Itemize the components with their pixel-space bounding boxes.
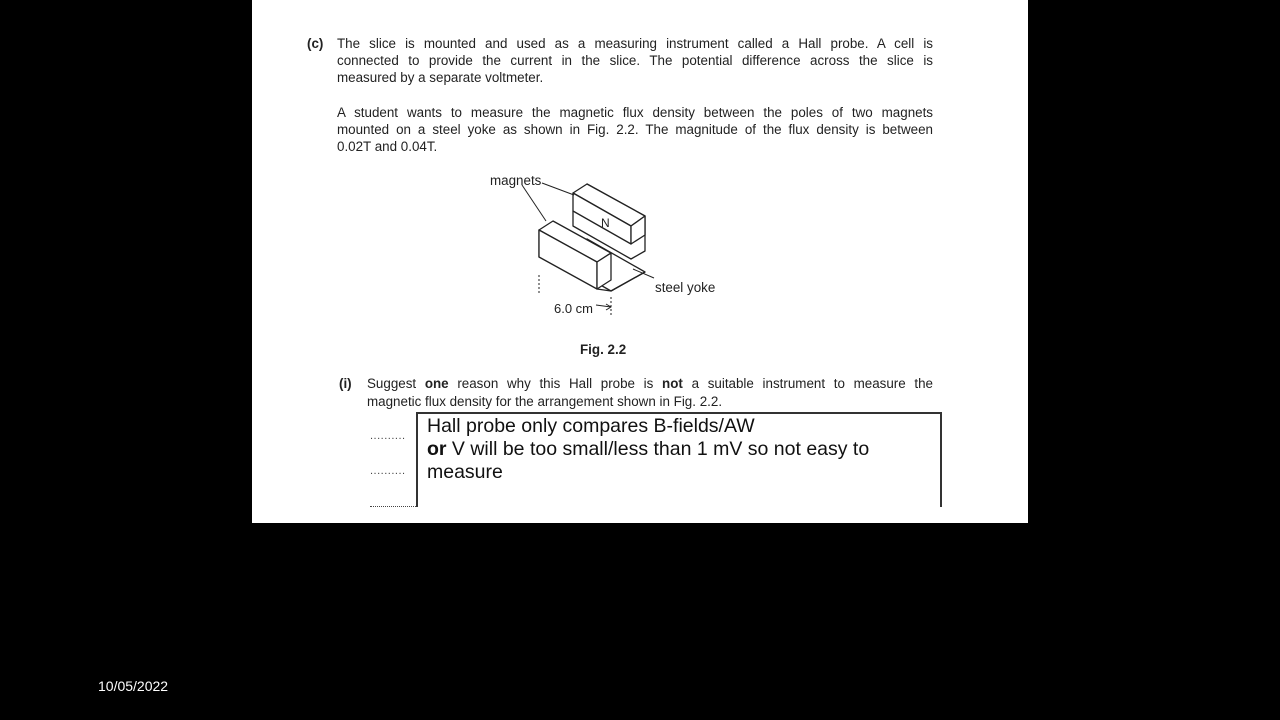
label-steel-yoke: steel yoke: [655, 280, 716, 295]
part-c-line-2: connected to provide the current in the slice. The potential difference across the slice is: [337, 53, 933, 68]
label-magnets: magnets: [490, 173, 542, 188]
answer-line-3: measure: [427, 461, 503, 483]
para2-line-2: mounted on a steel yoke as shown in Fig. 2.2. The magnitude of the flux density is between: [337, 122, 933, 137]
part-c-label: (c): [307, 36, 324, 51]
slide-date: 10/05/2022: [98, 678, 169, 694]
para2-line-3: 0.02T and 0.04T.: [337, 139, 438, 154]
part-c-line-3: measured by a separate voltmeter.: [337, 70, 544, 85]
answer-line-1: Hall probe only compares B-fields/AW: [427, 415, 755, 437]
sub-i-label: (i): [339, 376, 352, 391]
answer-line-2: or V will be too small/less than 1 mV so not easy to: [427, 438, 870, 460]
part-c-line-1: The slice is mounted and used as a measuring instrument called a Hall probe. A cell is: [337, 36, 933, 51]
sub-i-line-1: Suggest one reason why this Hall probe is not a suitable instrument to measure the: [367, 376, 933, 391]
label-north-pole: N: [601, 216, 610, 230]
sub-i-line-2: magnetic flux density for the arrangement shown in Fig. 2.2.: [367, 394, 723, 409]
document-page: [252, 0, 1028, 523]
label-dimension: 6.0 cm: [554, 301, 594, 316]
figure-caption: Fig. 2.2: [580, 342, 627, 357]
answer-box: [416, 412, 942, 507]
para2-line-1: A student wants to measure the magnetic flux density between the poles of two magnets: [337, 105, 933, 120]
magnet-yoke-diagram: [482, 165, 742, 325]
answer-dots-1: ..........: [370, 430, 406, 442]
answer-dots-2: ..........: [370, 465, 406, 477]
